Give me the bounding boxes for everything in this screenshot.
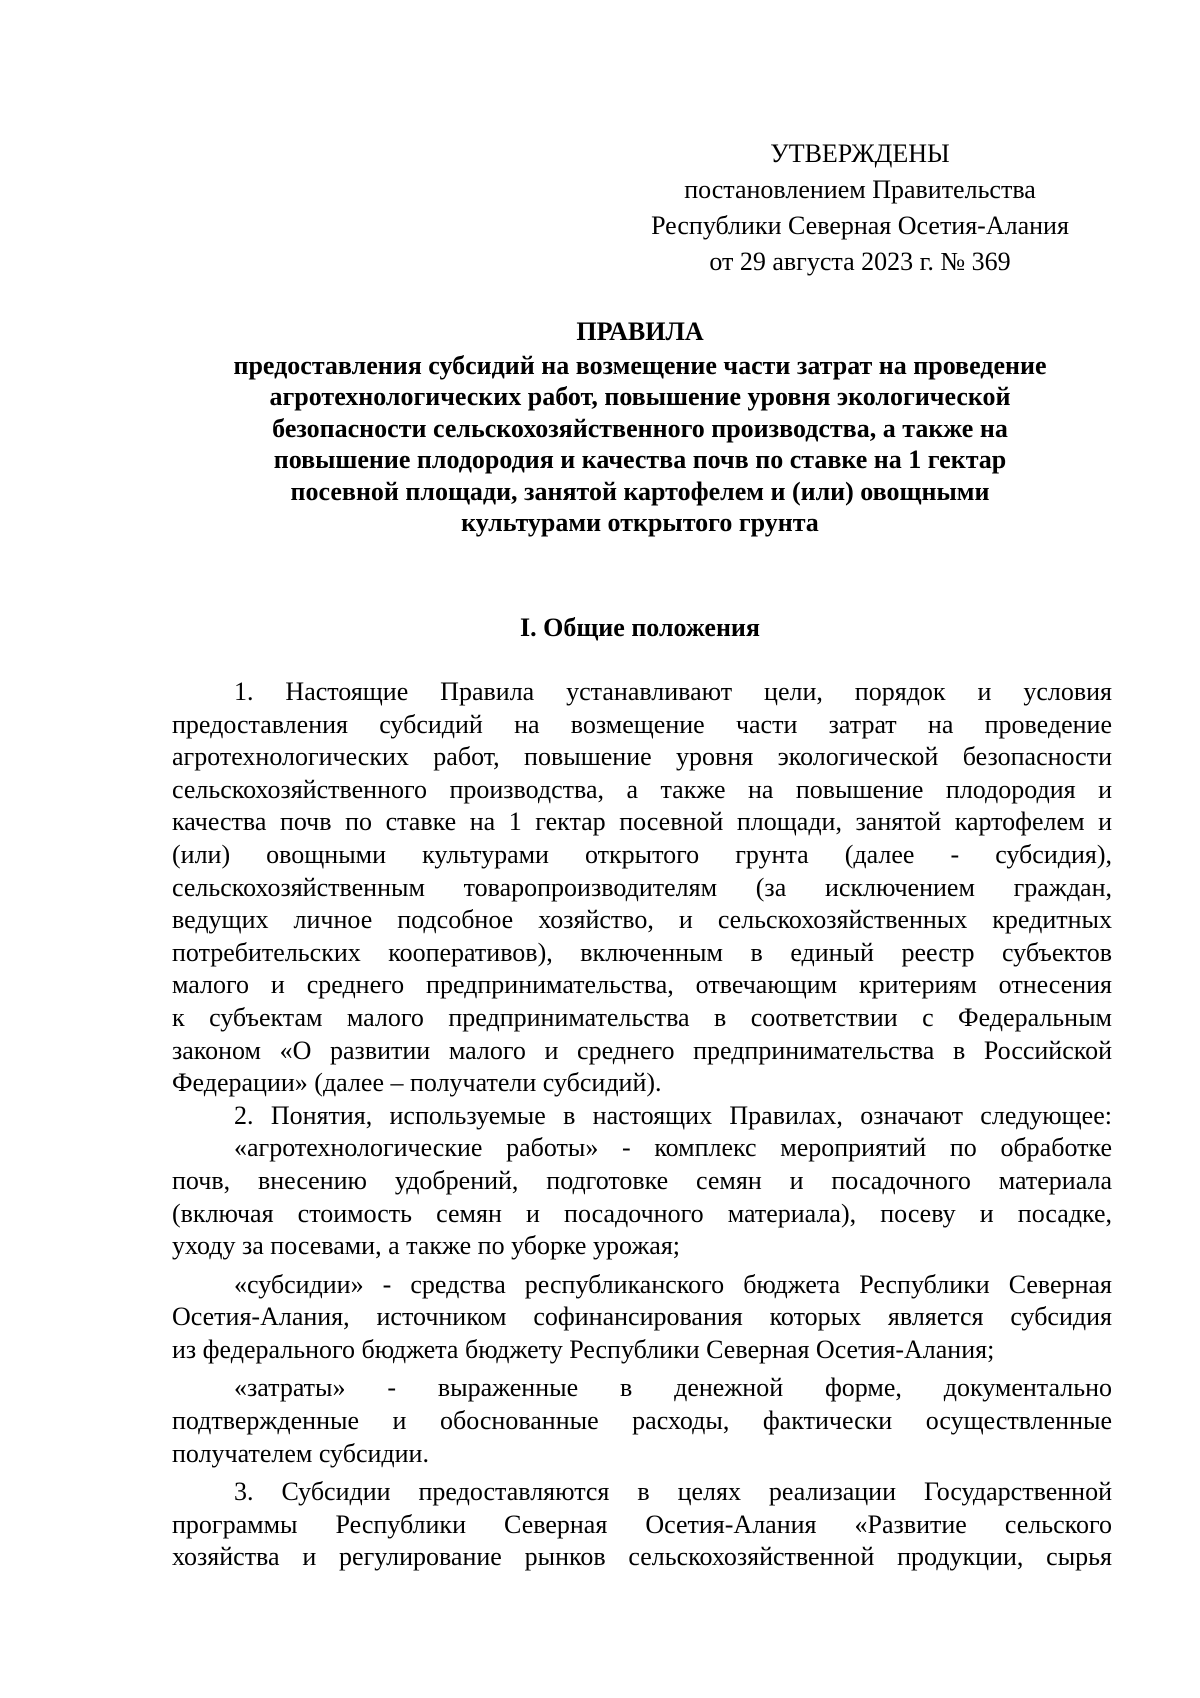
paragraph-2-line: 2. Понятия, используемые в настоящих Правилах, означают следующее: bbox=[234, 1100, 1112, 1130]
approval-stamp-title: УТВЕРЖДЕНЫ bbox=[770, 139, 950, 168]
paragraph-1-line: качества почв по ставке на 1 гектар посевной площади, занятой картофелем и bbox=[172, 807, 1112, 837]
document-title-block bbox=[160, 316, 1120, 539]
paragraph-2a-line: «агротехнологические работы» - комплекс мероприятий по обработке bbox=[234, 1133, 1112, 1163]
document-subtitle-line: посевной площади, занятой картофелем и (или) овощными bbox=[290, 476, 990, 506]
paragraph-3-line: хозяйства и регулирование рынков сельскохозяйственной продукции, сырья bbox=[172, 1542, 1112, 1572]
document-title: ПРАВИЛА bbox=[576, 317, 704, 346]
paragraph-2a-line: уходу за посевами, а также по уборке урожая; bbox=[172, 1231, 681, 1261]
paragraph-1-line: агротехнологических работ, повышение уровня экологической безопасности bbox=[172, 742, 1112, 772]
section-heading: I. Общие положения bbox=[520, 613, 760, 642]
document-subtitle-line: повышение плодородия и качества почв по ставке на 1 гектар bbox=[273, 445, 1007, 474]
paragraph-2c-line: получателем субсидии. bbox=[172, 1438, 429, 1468]
paragraph-1-line: законом «О развитии малого и среднего предпринимательства в Российской bbox=[172, 1035, 1112, 1065]
paragraph-2b-line: «субсидии» - средства республиканского бюджета Республики Северная bbox=[234, 1269, 1112, 1299]
paragraph-1-line: ведущих личное подсобное хозяйство, и сельскохозяйственных кредитных bbox=[172, 905, 1112, 935]
approval-decree-line: постановлением Правительства bbox=[684, 175, 1036, 204]
paragraph-3-line: программы Республики Северная Осетия-Алания «Развитие сельского bbox=[172, 1509, 1112, 1539]
document-subtitle-line: агротехнологических работ, повышение уровня экологической bbox=[269, 382, 1011, 411]
paragraph-1-line: (или) овощными культурами открытого грунта (далее - субсидия), bbox=[172, 839, 1112, 869]
approval-government-line: Республики Северная Осетия-Алания bbox=[651, 211, 1069, 240]
paragraph-2b-line: Осетия-Алания, источником софинансирования которых является субсидия bbox=[172, 1302, 1112, 1332]
paragraph-1-line: Федерации» (далее – получатели субсидий). bbox=[172, 1068, 662, 1098]
paragraph-2a-line: почв, внесению удобрений, подготовке семян и посадочного материала bbox=[172, 1165, 1112, 1195]
approval-stamp bbox=[620, 136, 1100, 280]
document-body bbox=[172, 676, 1112, 1574]
paragraph-2b-line: из федерального бюджета бюджету Республики Северная Осетия-Алания; bbox=[172, 1334, 995, 1364]
paragraph-1-line: малого и среднего предпринимательства, отвечающим критериям отнесения bbox=[172, 970, 1112, 1000]
paragraph-1-line: сельскохозяйственного производства, а также на повышение плодородия и bbox=[172, 774, 1112, 804]
paragraph-1-line: сельскохозяйственным товаропроизводителям (за исключением граждан, bbox=[172, 872, 1112, 902]
paragraph-1-line: к субъектам малого предпринимательства в соответствии с Федеральным bbox=[172, 1002, 1112, 1032]
paragraph-1-line: предоставления субсидий на возмещение части затрат на проведение bbox=[172, 709, 1112, 739]
paragraph-1-line: потребительских кооперативов), включенным в единый реестр субъектов bbox=[172, 937, 1112, 967]
approval-date-number-line: от 29 августа 2023 г. № 369 bbox=[709, 247, 1011, 276]
paragraph-1-line: 1. Настоящие Правила устанавливают цели, порядок и условия bbox=[234, 677, 1112, 706]
paragraph-2c-line: подтвержденные и обоснованные расходы, фактически осуществленные bbox=[172, 1406, 1112, 1436]
document-subtitle-line: предоставления субсидий на возмещение части затрат на проведение bbox=[233, 350, 1047, 380]
paragraph-2c-line: «затраты» - выраженные в денежной форме, документально bbox=[234, 1373, 1112, 1403]
paragraph-3-line: 3. Субсидии предоставляются в целях реализации Государственной bbox=[234, 1477, 1112, 1507]
document-subtitle-line: культурами открытого грунта bbox=[461, 508, 819, 537]
paragraph-2a-line: (включая стоимость семян и посадочного материала), посеву и посадке, bbox=[172, 1198, 1112, 1228]
document-subtitle-line: безопасности сельскохозяйственного производства, а также на bbox=[272, 413, 1008, 443]
